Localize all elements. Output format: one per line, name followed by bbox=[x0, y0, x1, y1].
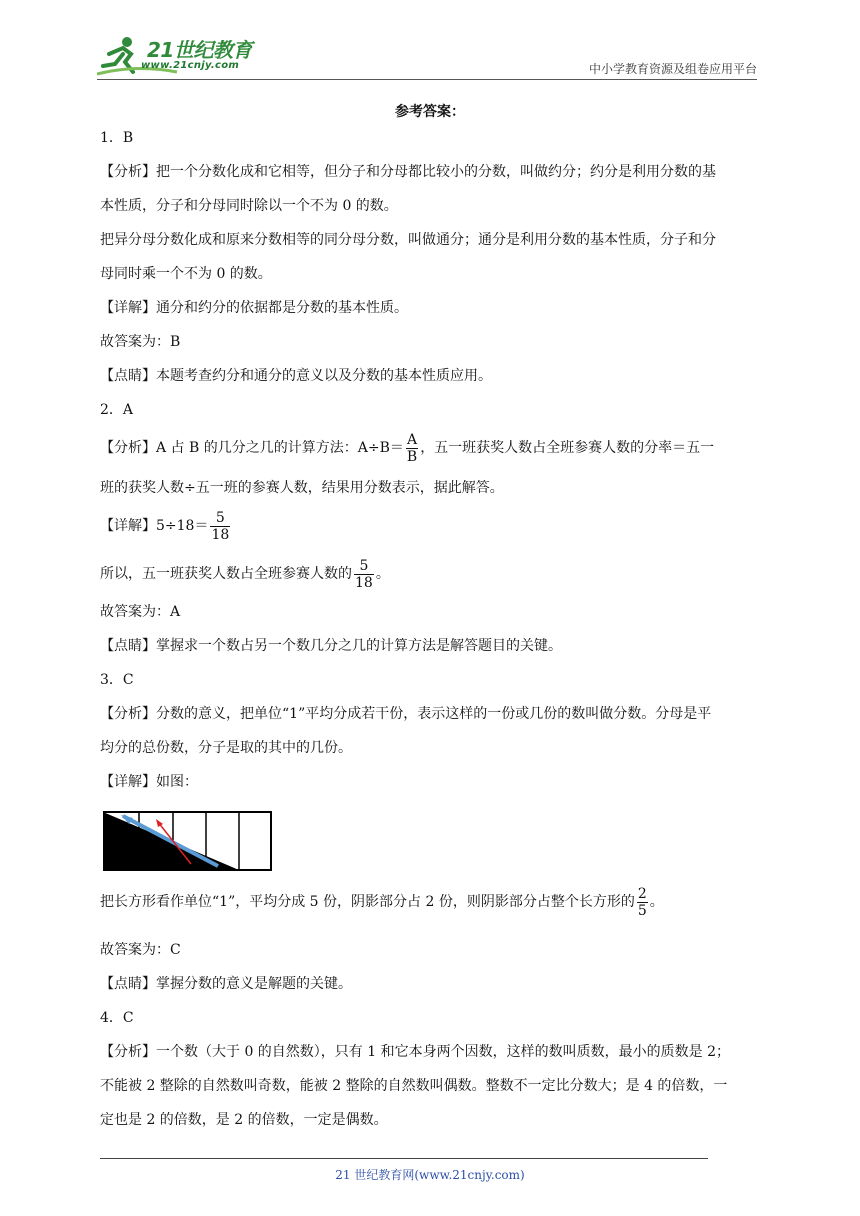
fraction-a-over-b bbox=[406, 432, 418, 465]
fraction-numerator: 2 bbox=[637, 885, 647, 902]
q1-detail: 【详解】通分和约分的依据都是分数的基本性质。 bbox=[100, 300, 408, 316]
fraction-numerator: 5 bbox=[210, 510, 230, 527]
q1-analysis-line1: 【分析】把一个分数化成和它相等，但分子和分母都比较小的分数，叫做约分；约分是利用分数的基 bbox=[100, 164, 716, 180]
q2-analysis-text-b: ，五一班获奖人数占全班参赛人数的分率＝五一 bbox=[420, 440, 715, 456]
q1-answer: 故答案为：B bbox=[100, 334, 181, 350]
q2-conclusion-text: 所以，五一班获奖人数占全班参赛人数的 bbox=[100, 566, 352, 582]
q1-analysis-line4: 母同时乘一个不为 0 的数。 bbox=[100, 266, 272, 282]
q3-explanation-end: 。 bbox=[649, 894, 664, 910]
q3-detail: 【详解】如图： bbox=[100, 774, 198, 790]
q3-explanation bbox=[100, 884, 765, 920]
q2-detail-text: 【详解】5÷18＝ bbox=[100, 518, 209, 534]
fraction-denominator: 5 bbox=[637, 902, 647, 919]
fraction-5-18 bbox=[354, 558, 374, 591]
q1-head: 1．B bbox=[100, 130, 134, 146]
fraction-numerator: A bbox=[406, 431, 418, 448]
page-title: 参考答案： bbox=[395, 104, 465, 120]
q3-head: 3．C bbox=[100, 672, 134, 688]
q3-comment: 【点睛】掌握分数的意义是解题的关键。 bbox=[100, 976, 352, 992]
q3-analysis-line2: 均分的总份数，分子是取的其中的几份。 bbox=[100, 740, 352, 756]
q2-head: 2．A bbox=[100, 402, 134, 418]
q4-analysis-line2: 不能被 2 整除的自然数叫奇数，能被 2 整除的自然数叫偶数。整数不一定比分数大；是 4 的倍数，一 bbox=[100, 1078, 728, 1094]
q2-analysis-line1 bbox=[100, 430, 765, 466]
q2-detail bbox=[100, 508, 765, 544]
logo-url: www.21cnjy.com bbox=[141, 60, 240, 71]
rectangle-fraction-figure bbox=[103, 810, 273, 872]
fraction-denominator: 18 bbox=[355, 574, 373, 591]
q2-analysis-text-a: 【分析】A 占 B 的几分之几的计算方法：A÷B＝ bbox=[100, 440, 404, 456]
footer-divider bbox=[100, 1158, 708, 1159]
q3-explanation-text: 把长方形看作单位“1”，平均分成 5 份，阴影部分占 2 份，则阴影部分占整个长方形的 bbox=[100, 894, 635, 910]
fraction-5-18 bbox=[210, 510, 230, 543]
logo-text: 21世纪教育 bbox=[147, 38, 252, 62]
q2-comment: 【点睛】掌握求一个数占另一个数几分之几的计算方法是解答题目的关键。 bbox=[100, 638, 562, 654]
page-header bbox=[97, 30, 757, 80]
fraction-denominator: 18 bbox=[211, 526, 230, 543]
q3-analysis-line1: 【分析】分数的意义，把单位“1”平均分成若干份，表示这样的一份或几份的数叫做分数。分母是平 bbox=[100, 706, 712, 722]
q4-head: 4．C bbox=[100, 1010, 134, 1026]
q1-analysis-line2: 本性质，分子和分母同时除以一个不为 0 的数。 bbox=[100, 198, 398, 214]
q2-conclusion-end: 。 bbox=[375, 566, 390, 582]
fraction-numerator: 5 bbox=[354, 558, 374, 575]
fraction-2-5 bbox=[637, 886, 648, 919]
q3-answer: 故答案为：C bbox=[100, 942, 181, 958]
header-divider bbox=[97, 79, 757, 80]
q2-answer: 故答案为：A bbox=[100, 604, 181, 620]
q1-analysis-line3: 把异分母分数化成和原来分数相等的同分母分数，叫做通分；通分是利用分数的基本性质，分子和分 bbox=[100, 232, 716, 248]
q4-analysis-line3: 定也是 2 的倍数，是 2 的倍数，一定是偶数。 bbox=[100, 1112, 388, 1128]
q2-analysis-line2: 班的获奖人数÷五一班的参赛人数，结果用分数表示，据此解答。 bbox=[100, 480, 504, 496]
fraction-denominator: B bbox=[406, 448, 418, 465]
footer-link[interactable]: 21 世纪教育网(www.21cnjy.com) bbox=[335, 1168, 525, 1182]
q2-conclusion bbox=[100, 556, 765, 592]
header-platform-name: 中小学教育资源及组卷应用平台 bbox=[588, 62, 757, 76]
q1-comment: 【点睛】本题考查约分和通分的意义以及分数的基本性质应用。 bbox=[100, 368, 492, 384]
q4-analysis-line1: 【分析】一个数（大于 0 的自然数），只有 1 和它本身两个因数，这样的数叫质数，最小的质数是 2； bbox=[100, 1044, 730, 1060]
